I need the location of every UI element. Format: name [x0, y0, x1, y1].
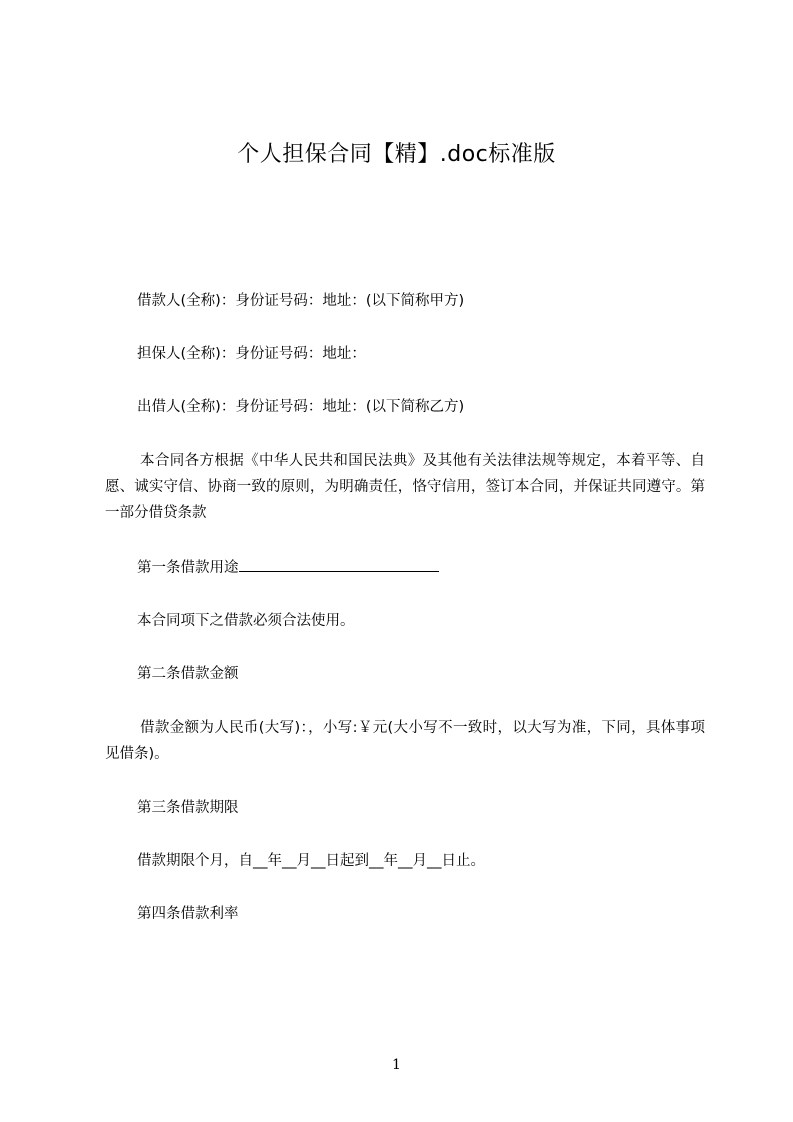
article2-body: 借款金额为人民币(大写)：，小写:￥元(大小写不一致时，以大写为准，下同，具体事项见借条)。 — [105, 720, 705, 762]
article1-heading-text: 第一条借款用途 — [137, 560, 239, 576]
article3-body: 借款期限个月，自__年__月__日起到__年__月__日止。 — [137, 853, 485, 869]
document-title: 个人担保合同【精】.doc标准版 — [237, 142, 556, 167]
article1-heading — [105, 555, 705, 581]
purpose-blank — [239, 555, 439, 572]
guarantor-line: 担保人(全称)：身份证号码：地址： — [137, 346, 366, 362]
article1-body: 本合同项下之借款必须合法使用。 — [137, 613, 355, 629]
lender-line: 出借人(全称)：身份证号码：地址：(以下简称乙方) — [137, 399, 465, 415]
article3-heading: 第三条借款期限 — [137, 800, 239, 816]
article4-heading: 第四条借款利率 — [137, 906, 239, 922]
borrower-line: 借款人(全称)：身份证号码：地址：(以下简称甲方) — [137, 293, 465, 309]
page-number: 1 — [392, 1057, 401, 1073]
article2-heading: 第二条借款金额 — [137, 666, 239, 682]
intro-paragraph: 本合同各方根据《中华人民共和国民法典》及其他有关法律法规等规定，本着平等、自愿、诚实守信、协商一致的原则，为明确责任，恪守信用，签订本合同，并保证共同遵守。第一部分借贷条款 — [105, 453, 705, 521]
